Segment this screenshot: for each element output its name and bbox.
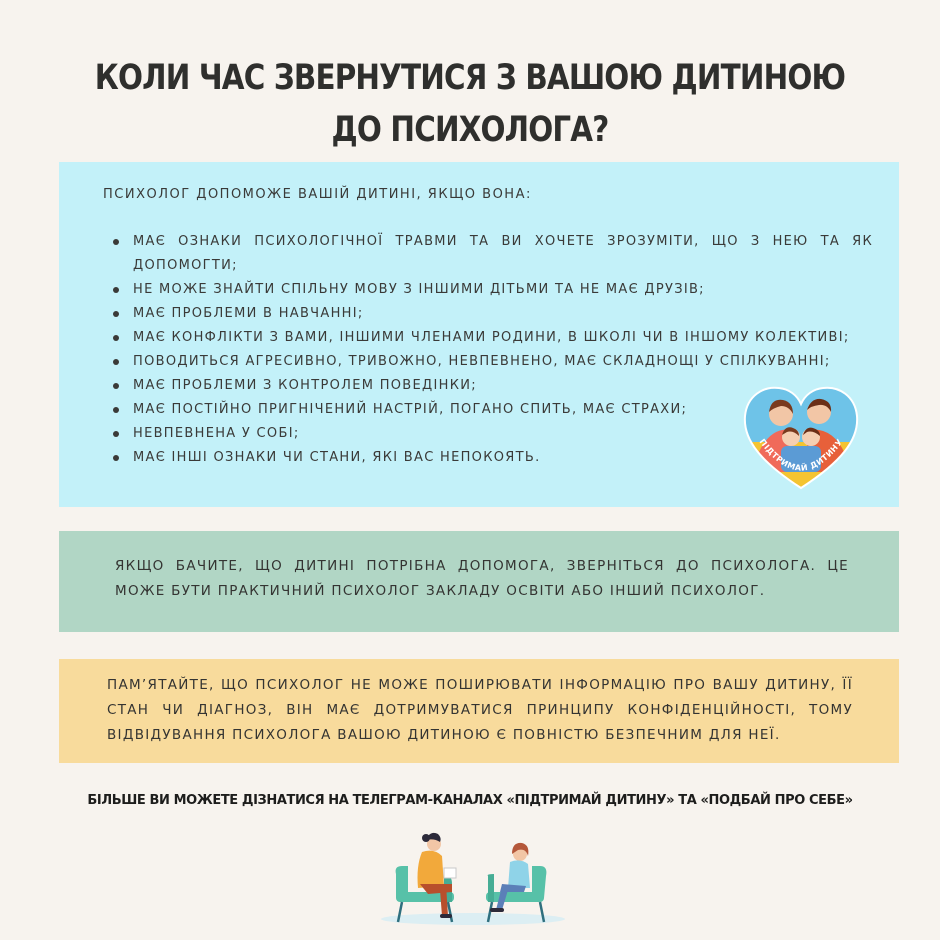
list-item: МАЄ ПРОБЛЕМИ В НАВЧАННІ; [103, 302, 873, 326]
list-item: МАЄ КОНФЛІКТИ З ВАМИ, ІНШИМИ ЧЛЕНАМИ РОДИНИ, В ШКОЛІ ЧИ В ІНШОМУ КОЛЕКТИВІ; [103, 326, 873, 350]
list-item: НЕВПЕВНЕНА У СОБІ; [103, 422, 873, 446]
list-item: МАЄ ПРОБЛЕМИ З КОНТРОЛЕМ ПОВЕДІНКИ; [103, 374, 873, 398]
notice-box [59, 659, 899, 763]
info-intro: ПСИХОЛОГ ДОПОМОЖЕ ВАШІЙ ДИТИНІ, ЯКЩО ВОНА: [103, 187, 532, 202]
advice-text: ЯКЩО БАЧИТЕ, ЩО ДИТИНІ ПОТРІБНА ДОПОМОГА, ЗВЕРНІТЬСЯ ДО ПСИХОЛОГА. ЦЕ МОЖЕ БУТИ ПРАКТИЧНИЙ ПСИХОЛОГ ЗАКЛАДУ ОСВІТИ АБО ІНШИЙ ПСИХОЛОГ. [115, 558, 849, 599]
list-item: МАЄ ІНШІ ОЗНАКИ ЧИ СТАНИ, ЯКІ ВАС НЕПОКОЯТЬ. [103, 446, 873, 470]
confidentiality-text: ПАМ’ЯТАЙТЕ, ЩО ПСИХОЛОГ НЕ МОЖЕ ПОШИРЮВАТИ ІНФОРМАЦІЮ ПРО ВАШУ ДИТИНУ, ЇЇ СТАН ЧИ ДІАГНОЗ, ВІН МАЄ ДОТРИМУВАТИСЯ ПРИНЦИПУ КОНФІДЕНЦІЙНОСТІ, ТОМУ ВІДВІДУВАННЯ ПСИХОЛОГА ВАШОЮ ДИТИНОЮ Є ПОВНІСТЮ БЕЗПЕЧНИМ ДЛЯ НЕЇ. [107, 677, 853, 743]
list-item: ПОВОДИТЬСЯ АГРЕСИВНО, ТРИВОЖНО, НЕВПЕВНЕНО, МАЄ СКЛАДНОЩІ У СПІЛКУВАННІ; [103, 350, 873, 374]
title-line-1: КОЛИ ЧАС ЗВЕРНУТИСЯ З ВАШОЮ ДИТИНОЮ [94, 58, 846, 98]
list-item: МАЄ ОЗНАКИ ПСИХОЛОГІЧНОЇ ТРАВМИ ТА ВИ ХОЧЕТЕ ЗРОЗУМІТИ, ЩО З НЕЮ ТА ЯК ДОПОМОГТИ; [103, 230, 873, 278]
logo-text: ПІДТРИМАЙ ДИТИНУ [757, 437, 845, 473]
advice-box [59, 531, 899, 632]
title-line-2: ДО ПСИХОЛОГА? [331, 110, 609, 150]
page-title [75, 52, 865, 156]
therapy-session-illustration [378, 826, 568, 926]
telegram-note: БІЛЬШЕ ВИ МОЖЕТЕ ДІЗНАТИСЯ НА ТЕЛЕГРАМ-КАНАЛАХ «ПІДТРИМАЙ ДИТИНУ» ТА «ПОДБАЙ ПРО СЕБЕ» [87, 793, 853, 808]
list-item: НЕ МОЖЕ ЗНАЙТИ СПІЛЬНУ МОВУ З ІНШИМИ ДІТЬМИ ТА НЕ МАЄ ДРУЗІВ; [103, 278, 873, 302]
list-item: МАЄ ПОСТІЙНО ПРИГНІЧЕНИЙ НАСТРІЙ, ПОГАНО СПИТЬ, МАЄ СТРАХИ; [103, 398, 873, 422]
family-heart-logo [741, 382, 861, 492]
